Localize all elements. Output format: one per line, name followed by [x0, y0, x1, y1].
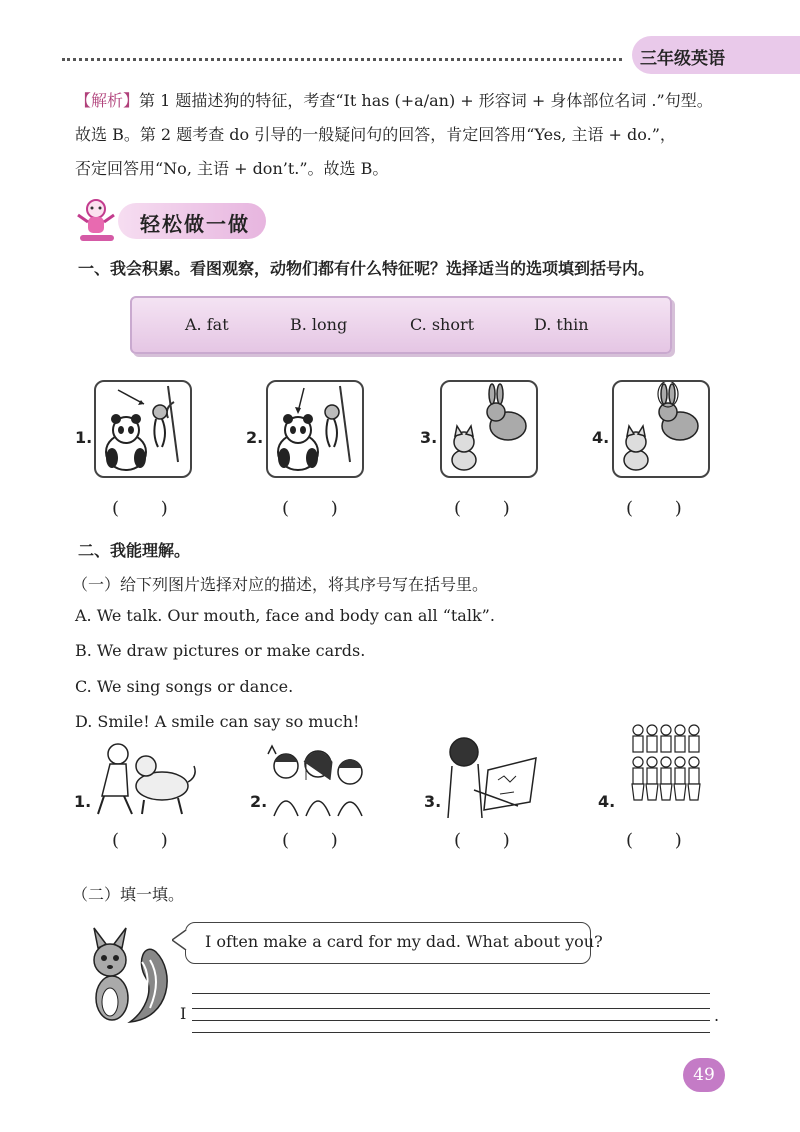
answer-suffix: . — [714, 1006, 720, 1025]
analysis-line-3: 否定回答用“No, 主语 + don’t.”。故选 B。 — [75, 159, 389, 178]
option-b: B. long — [290, 315, 348, 334]
cat-rabbit-illustration — [614, 382, 708, 476]
q2-part2-title: （二）填一填。 — [72, 885, 185, 904]
writing-line[interactable] — [192, 1032, 710, 1033]
writing-line[interactable] — [192, 1008, 710, 1009]
q1-picture-number: 2. — [246, 428, 264, 447]
q2-picture-number: 3. — [424, 792, 442, 811]
grade-label: 三年级英语 — [640, 49, 725, 69]
section-banner-title: 轻松做一做 — [140, 212, 250, 236]
speech-bubble-tail — [172, 930, 188, 950]
cat-rabbit-illustration — [442, 382, 536, 476]
q2-answer-paren[interactable]: ( ) — [626, 830, 700, 851]
analysis-line-1: 【解析】第 1 题描述狗的特征，考查“It has (+a/an) + 形容词 + 身体部位名词 .”句型。 — [75, 91, 713, 110]
header-dotted-rule — [62, 58, 622, 61]
panda-monkey-illustration — [96, 382, 190, 476]
q2-answer-paren[interactable]: ( ) — [282, 830, 356, 851]
q1-picture-number: 4. — [592, 428, 610, 447]
analysis-tag: 【解析】 — [75, 91, 140, 110]
answer-prefix: I — [180, 1004, 187, 1023]
q2-picture-number: 2. — [250, 792, 268, 811]
q1-title: 一、我会积累。看图观察，动物们都有什么特征呢？选择适当的选项填到括号内。 — [78, 259, 655, 278]
children-smiling-illustration — [264, 740, 374, 818]
q2-answer-paren[interactable]: ( ) — [454, 830, 528, 851]
writing-line[interactable] — [192, 993, 710, 994]
q1-picture-number: 1. — [75, 428, 93, 447]
q1-answer-paren[interactable]: ( ) — [454, 498, 528, 519]
q1-picture-panda-monkey-arrow — [266, 380, 364, 478]
q2-part1-title: （一）给下列图片选择对应的描述，将其序号写在括号里。 — [72, 575, 489, 594]
mascot-icon — [74, 195, 118, 245]
writing-line[interactable] — [192, 1020, 710, 1021]
speech-text: I often make a card for my dad. What about you? — [205, 932, 603, 951]
squirrel-icon — [80, 922, 176, 1026]
option-d: D. thin — [534, 315, 589, 334]
description-b: B. We draw pictures or make cards. — [75, 641, 366, 660]
analysis-line-2: 故选 B。第 2 题考查 do 引导的一般疑问句的回答，肯定回答用“Yes, 主语 + do.”， — [75, 125, 676, 144]
q2-picture-number: 4. — [598, 792, 616, 811]
q1-answer-paren[interactable]: ( ) — [112, 498, 186, 519]
boy-with-dog-illustration — [88, 740, 198, 818]
q1-picture-cat-rabbit-circled — [612, 380, 710, 478]
page-number: 49 — [683, 1058, 725, 1092]
q1-answer-paren[interactable]: ( ) — [282, 498, 356, 519]
panda-monkey-illustration — [268, 382, 362, 476]
description-a: A. We talk. Our mouth, face and body can all “talk”. — [75, 606, 495, 625]
option-c: C. short — [410, 315, 475, 334]
q1-picture-cat-rabbit — [440, 380, 538, 478]
girl-drawing-illustration — [438, 730, 542, 820]
description-c: C. We sing songs or dance. — [75, 677, 294, 696]
q1-picture-number: 3. — [420, 428, 438, 447]
q1-picture-panda-monkey — [94, 380, 192, 478]
q2-answer-paren[interactable]: ( ) — [112, 830, 186, 851]
option-a: A. fat — [185, 315, 229, 334]
q2-picture-number: 1. — [74, 792, 92, 811]
q1-answer-paren[interactable]: ( ) — [626, 498, 700, 519]
description-d: D. Smile! A smile can say so much! — [75, 712, 360, 731]
q2-title: 二、我能理解。 — [78, 541, 191, 560]
children-singing-illustration — [628, 720, 706, 820]
